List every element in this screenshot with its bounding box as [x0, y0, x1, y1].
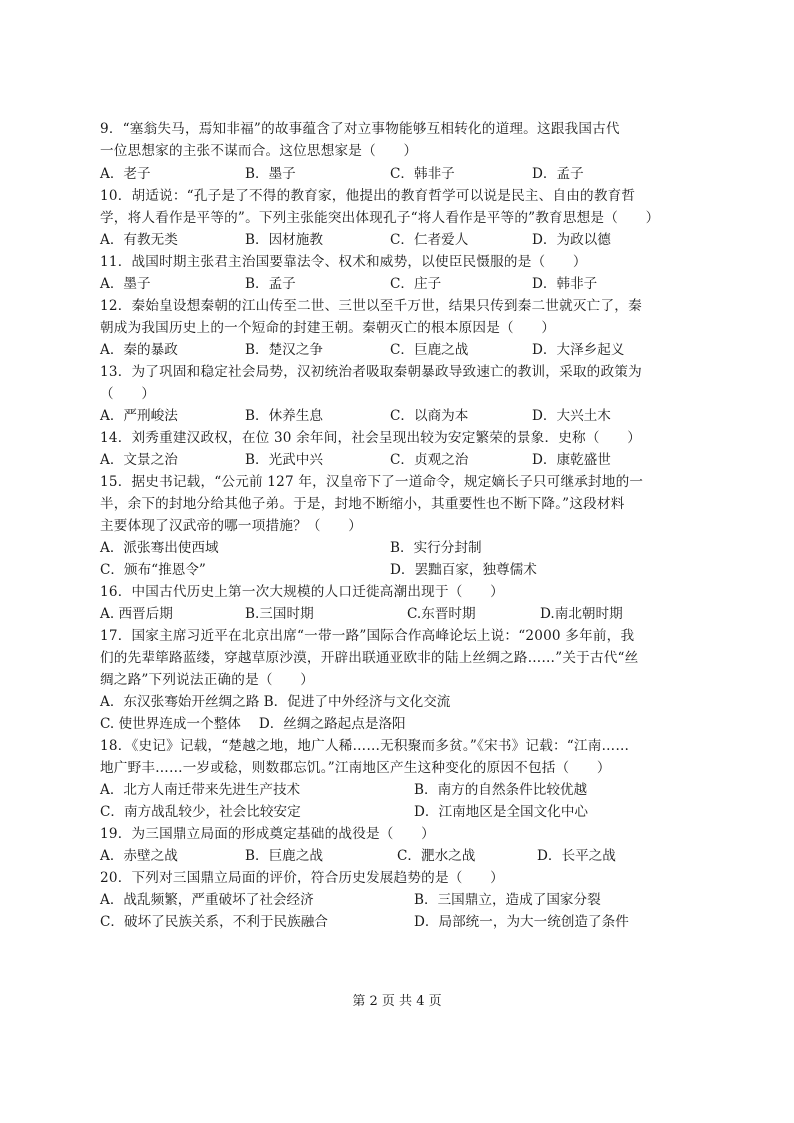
option-d: D．长平之战: [537, 848, 616, 864]
option-c: C.东晋时期: [407, 606, 476, 622]
question-15-line-1: 15．据史书记载，“公元前 127 年，汉皇帝下了一道命令，规定嫡长子只可继承封地的一: [100, 474, 644, 490]
question-15-line-3: 主要体现了汉武帝的哪一项措施？（ ）: [100, 518, 363, 534]
option-c: C．仁者爱人: [390, 232, 469, 248]
option-a-b: A．东汉张骞始开丝绸之路 B．促进了中外经济与文化交流: [100, 694, 451, 710]
question-11-options: [100, 272, 700, 292]
question-14-line-1: 14．刘秀重建汉政权，在位 30 余年间，社会呈现出较为安定繁荣的景象．史称（ ）: [100, 430, 642, 446]
option-c: C．贞观之治: [390, 452, 469, 468]
option-a: A．老子: [100, 166, 151, 182]
option-c-d: C. 使世界连成一个整体 D．丝绸之路起点是洛阳: [100, 716, 406, 732]
question-19-line-1: 19．为三国鼎立局面的形成奠定基础的战役是（ ）: [100, 826, 435, 842]
option-d: D．大兴土木: [532, 408, 611, 424]
option-a: A．文景之治: [100, 452, 178, 468]
option-a: A．严刑峻法: [100, 408, 178, 424]
option-b: B．楚汉之争: [245, 342, 323, 358]
question-18-options-row-2: [100, 800, 700, 820]
question-13-options: [100, 404, 700, 424]
option-c: C．庄子: [390, 276, 442, 292]
option-c: C．南方战乱较少，社会比较安定: [100, 804, 301, 820]
question-12-line-1: 12．秦始皇设想秦朝的江山传至二世、三世以至千万世，结果只传到秦二世就灭亡了，秦: [100, 298, 642, 314]
question-20-options-row-1: [100, 888, 700, 908]
question-10-options: [100, 228, 700, 248]
option-d: D．局部统一，为大一统创造了条件: [414, 914, 629, 930]
option-a: A．秦的暴政: [100, 342, 178, 358]
option-a: A．派张骞出使西域: [100, 540, 219, 556]
question-9-line-1: 9．“塞翁失马，焉知非福”的故事蕴含了对立事物能够互相转化的道理。这跟我国古代: [100, 121, 620, 137]
option-c: C．颁布“推恩令”: [100, 562, 206, 578]
question-15-options-row-1: [100, 536, 700, 556]
option-b: B．孟子: [245, 276, 296, 292]
option-b: B．休养生息: [245, 408, 323, 424]
question-17-options-row-1: [100, 690, 700, 710]
option-d: D．大泽乡起义: [532, 342, 625, 358]
option-b: B．巨鹿之战: [245, 848, 323, 864]
question-12-line-2: 朝成为我国历史上的一个短命的封建王朝。秦朝灭亡的根本原因是（ ）: [100, 320, 556, 336]
option-c: C．巨鹿之战: [390, 342, 469, 358]
option-a: A．赤壁之战: [100, 848, 178, 864]
question-20-options-row-2: [100, 910, 700, 930]
question-9-options: [100, 162, 700, 182]
question-18-line-1: 18．《史记》记载，“楚越之地，地广人稀……无积聚而多贫。”《宋书》记载：“江南……: [100, 738, 630, 754]
option-d: D.南北朝时期: [540, 606, 623, 622]
question-18-options-row-1: [100, 778, 700, 798]
question-12-options: [100, 338, 700, 358]
option-d: D．罢黜百家，独尊儒术: [390, 562, 537, 578]
question-20-line-1: 20．下列对三国鼎立局面的评价，符合历史发展趋势的是（ ）: [100, 870, 504, 886]
option-a: A. 西晋后期: [100, 606, 173, 622]
option-a: A．墨子: [100, 276, 151, 292]
question-19-options: [100, 844, 700, 864]
option-d: D．江南地区是全国文化中心: [414, 804, 589, 820]
option-a: A．有教无类: [100, 232, 178, 248]
question-14-options: [100, 448, 700, 468]
question-13-line-2: （ ）: [100, 386, 156, 402]
option-d: D．为政以德: [532, 232, 611, 248]
question-17-line-2: 们的先辈筚路蓝缕，穿越草原沙漠，开辟出联通亚欧非的陆上丝绸之路……”关于古代“丝: [100, 650, 639, 666]
option-b: B．墨子: [245, 166, 296, 182]
question-17-options-row-2: [100, 712, 700, 732]
option-c: C．破坏了民族关系，不利于民族融合: [100, 914, 328, 930]
question-15-line-2: 半，余下的封地分给其他子弟。于是，封地不断缩小，其重要性也不断下降。”这段材料: [100, 496, 625, 512]
question-17-line-3: 绸之路”下列说法正确的是（ ）: [100, 672, 315, 688]
option-c: C．以商为本: [390, 408, 469, 424]
question-16-line-1: 16．中国古代历史上第一次大规模的人口迁徙高潮出现于（ ）: [100, 584, 504, 600]
option-d: D．韩非子: [532, 276, 598, 292]
question-10-line-1: 10．胡适说：“孔子是了不得的教育家，他提出的教育哲学可以说是民主、自由的教育哲: [100, 188, 636, 204]
option-b: B．光武中兴: [245, 452, 323, 468]
option-b: B．南方的自然条件比较优越: [414, 782, 588, 798]
option-b: B．实行分封制: [390, 540, 482, 556]
question-17-line-1: 17．国家主席习近平在北京出席“一带一路”国际合作高峰论坛上说：“2000 多年前，我: [100, 628, 635, 644]
question-11-line-1: 11．战国时期主张君主治国要靠法令、权术和威势，以使臣民慑服的是（ ）: [100, 254, 587, 270]
option-b: B．三国鼎立，造成了国家分裂: [414, 892, 601, 908]
question-16-options: [100, 602, 700, 622]
option-d: D．康乾盛世: [532, 452, 611, 468]
option-a: A．北方人南迁带来先进生产技术: [100, 782, 301, 798]
question-13-line-1: 13．为了巩固和稳定社会局势，汉初统治者吸取秦朝暴政导致速亡的教训，采取的政策为: [100, 364, 642, 380]
option-d: D．孟子: [532, 166, 584, 182]
page-number-footer: 第 2 页 共 4 页: [352, 994, 442, 1009]
question-15-options-row-2: [100, 558, 700, 578]
option-a: A．战乱频繁，严重破坏了社会经济: [100, 892, 314, 908]
option-c: C．淝水之战: [397, 848, 476, 864]
question-10-line-2: 学，将人看作是平等的”。下列主张能突出体现孔子“将人看作是平等的”教育思想是（ ）: [100, 210, 660, 226]
option-b: B.三国时期: [245, 606, 314, 622]
option-b: B．因材施教: [245, 232, 323, 248]
option-c: C．韩非子: [390, 166, 455, 182]
question-18-line-2: 地广野丰……一岁或稔，则数郡忘饥。”江南地区产生这种变化的原因不包括（ ）: [100, 760, 611, 776]
question-9-line-2: 一位思想家的主张不谋而合。这位思想家是（ ）: [100, 143, 418, 159]
